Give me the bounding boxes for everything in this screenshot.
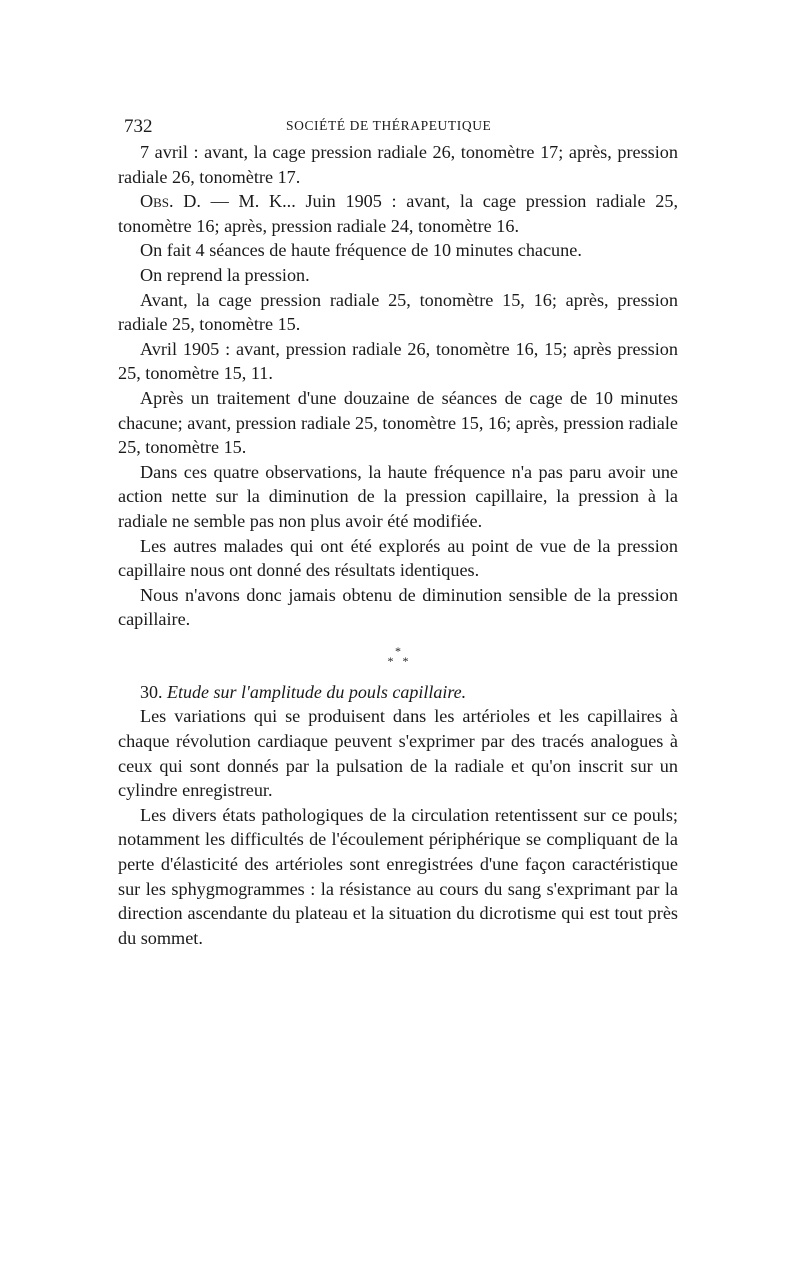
paragraph: Nous n'avons donc jamais obtenu de diminution sensible de la pression capillaire.: [118, 584, 678, 630]
observation-label: Obs.: [140, 191, 174, 212]
paragraph: Avril 1905 : avant, pression radiale 26, tonomètre 16, 15; après pression 25, tonomètre 15, 11.: [118, 338, 678, 384]
asterism-star-right: *: [402, 653, 409, 668]
paragraph: On reprend la pression.: [140, 264, 310, 285]
book-page: [118, 108, 678, 950]
paragraph: Les variations qui se produisent dans les artérioles et les capillaires à chaque révolution cardiaque peuvent s'exprimer par des tracés analogues à ceux qui sont donnés par la pulsation de la radiale et qu'on inscrit sur un cylindre enregistreur.: [118, 706, 678, 801]
section-title: Etude sur l'amplitude du pouls capillaire.: [167, 681, 467, 702]
page-number: 732: [124, 116, 153, 137]
asterism-star-left: *: [387, 653, 394, 668]
asterism-stars-bottom: [118, 653, 678, 668]
asterism-star-top: *: [395, 643, 401, 658]
paragraph: Après un traitement d'une douzaine de séances de cage de 10 minutes chacune; avant, pression radiale 25, tonomètre 15, 16; après, pression radiale 25, tonomètre 15.: [118, 387, 678, 458]
section-number: 30.: [140, 681, 163, 702]
paragraph: Les divers états pathologiques de la circulation retentissent sur ce pouls; notamment les difficultés de l'écoulement périphérique se compliquant de la perte d'élasticité des artérioles sont enregistrées d'une façon caractéristique sur les sphygmogrammes : la résistance au cours du sang s'exprimant par la direction ascendante du plateau et la situation du dicrotisme qui est tout près du sommet.: [118, 804, 678, 948]
body-text: [118, 140, 678, 950]
running-title: SOCIÉTÉ DE THÉRAPEUTIQUE: [286, 118, 492, 133]
paragraph: Dans ces quatre observations, la haute fréquence n'a pas paru avoir une action nette sur la diminution de la pression capillaire, la pression à la radiale ne semble pas non plus avoir été modifiée.: [118, 461, 678, 531]
observation-text: D. — M. K... Juin 1905 : avant, la cage pression radiale 25, tonomètre 16; après, pression radiale 24, tonomètre 16.: [118, 191, 678, 236]
paragraph: Les autres malades qui ont été explorés au point de vue de la pression capillaire nous ont donné des résultats identiques.: [118, 535, 678, 581]
asterism: [118, 643, 678, 668]
paragraph: 7 avril : avant, la cage pression radiale 26, tonomètre 17; après, pression radiale 26, tonomètre 17.: [118, 142, 678, 187]
paragraph: On fait 4 séances de haute fréquence de 10 minutes chacune.: [140, 240, 582, 261]
running-head: [118, 108, 678, 140]
paragraph: Avant, la cage pression radiale 25, tonomètre 15, 16; après, pression radiale 25, tonomètre 15.: [118, 289, 678, 335]
paragraph-observation: [118, 189, 678, 238]
section-heading: [118, 680, 678, 705]
